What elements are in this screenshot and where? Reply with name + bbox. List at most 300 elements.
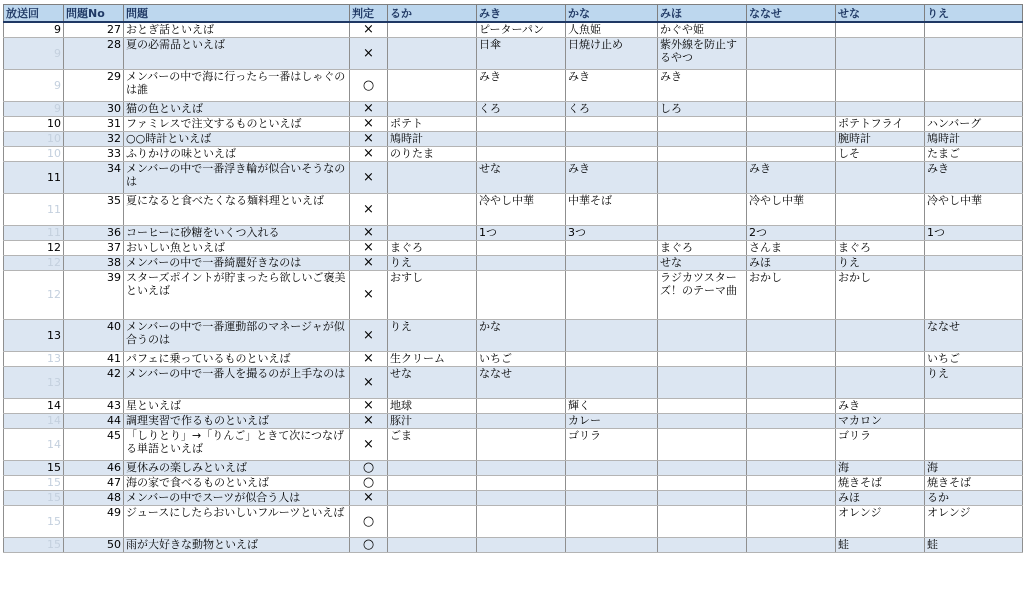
header-question[interactable]: 問題 <box>124 5 350 23</box>
cell-answer-miho[interactable]: みき <box>658 69 747 101</box>
quiz-results-table <box>3 4 1023 553</box>
cell-answer-rie[interactable] <box>925 69 1023 101</box>
cell-answer-ruka[interactable] <box>388 225 477 240</box>
cell-answer-nanase[interactable] <box>747 319 836 351</box>
cell-answer-miho[interactable] <box>658 319 747 351</box>
cell-answer-sena[interactable]: みほ <box>836 490 925 505</box>
cell-answer-sena[interactable]: おかし <box>836 270 925 319</box>
cell-question-no[interactable]: 50 <box>64 537 124 552</box>
cell-answer-rie[interactable]: 1つ <box>925 225 1023 240</box>
cell-answer-miho[interactable]: しろ <box>658 101 747 116</box>
cell-episode[interactable]: 11 <box>4 225 64 240</box>
cell-answer-sena[interactable] <box>836 351 925 366</box>
cell-answer-miho[interactable] <box>658 161 747 193</box>
cell-judgement[interactable]: × <box>350 161 388 193</box>
cell-answer-ruka[interactable]: りえ <box>388 319 477 351</box>
cell-question[interactable]: 「しりとり」→「りんご」ときて次につなげる単語といえば <box>124 428 350 460</box>
cell-answer-rie[interactable] <box>925 255 1023 270</box>
cell-answer-rie[interactable]: みき <box>925 161 1023 193</box>
cell-answer-nanase[interactable]: みほ <box>747 255 836 270</box>
cell-answer-nanase[interactable] <box>747 101 836 116</box>
cell-judgement[interactable]: × <box>350 116 388 131</box>
cell-question-no[interactable]: 39 <box>64 270 124 319</box>
cell-answer-miki[interactable]: 日傘 <box>477 37 566 69</box>
cell-answer-sena[interactable] <box>836 69 925 101</box>
cell-answer-miho[interactable] <box>658 398 747 413</box>
cell-answer-miho[interactable]: まぐろ <box>658 240 747 255</box>
table-row <box>4 351 1023 366</box>
cell-question-no[interactable]: 36 <box>64 225 124 240</box>
cell-answer-sena[interactable] <box>836 22 925 37</box>
table-row <box>4 161 1023 193</box>
table-row <box>4 240 1023 255</box>
cell-question[interactable]: ファミレスで注文するものといえば <box>124 116 350 131</box>
cell-answer-miho[interactable] <box>658 225 747 240</box>
cell-answer-kana[interactable]: 日焼け止め <box>566 37 658 69</box>
table-row <box>4 505 1023 537</box>
cell-answer-kana[interactable]: 3つ <box>566 225 658 240</box>
cell-answer-sena[interactable] <box>836 161 925 193</box>
cell-answer-miki[interactable] <box>477 460 566 475</box>
cell-answer-rie[interactable]: るか <box>925 490 1023 505</box>
cell-answer-sena[interactable]: りえ <box>836 255 925 270</box>
header-member-miho[interactable]: みほ <box>658 5 747 23</box>
table-row <box>4 146 1023 161</box>
cell-answer-miho[interactable] <box>658 146 747 161</box>
cell-answer-kana[interactable]: ゴリラ <box>566 428 658 460</box>
cell-question[interactable]: スターズポイントが貯まったら欲しいご褒美といえば <box>124 270 350 319</box>
table-body <box>4 22 1023 552</box>
cell-answer-miho[interactable] <box>658 537 747 552</box>
table-row <box>4 69 1023 101</box>
cell-episode[interactable]: 15 <box>4 537 64 552</box>
cell-question-no[interactable]: 41 <box>64 351 124 366</box>
cell-question[interactable]: 夏になると食べたくなる麺料理といえば <box>124 193 350 225</box>
cell-answer-sena[interactable]: しそ <box>836 146 925 161</box>
cell-question-no[interactable]: 44 <box>64 413 124 428</box>
cell-answer-miho[interactable]: 紫外線を防止するやつ <box>658 37 747 69</box>
cell-answer-kana[interactable] <box>566 255 658 270</box>
cell-question[interactable]: パフェに乗っているものといえば <box>124 351 350 366</box>
table-row <box>4 116 1023 131</box>
table-row <box>4 255 1023 270</box>
cell-question-no[interactable]: 30 <box>64 101 124 116</box>
cell-answer-rie[interactable]: 鳩時計 <box>925 131 1023 146</box>
cell-answer-sena[interactable] <box>836 37 925 69</box>
cell-answer-rie[interactable]: 冷やし中華 <box>925 193 1023 225</box>
cell-answer-nanase[interactable] <box>747 131 836 146</box>
cell-answer-sena[interactable]: まぐろ <box>836 240 925 255</box>
cell-answer-kana[interactable]: 人魚姫 <box>566 22 658 37</box>
cell-answer-rie[interactable] <box>925 398 1023 413</box>
table-row <box>4 428 1023 460</box>
cell-episode[interactable]: 14 <box>4 428 64 460</box>
cell-answer-miho[interactable]: せな <box>658 255 747 270</box>
cell-answer-sena[interactable]: 腕時計 <box>836 131 925 146</box>
cell-judgement[interactable]: × <box>350 37 388 69</box>
cell-answer-nanase[interactable] <box>747 366 836 398</box>
cell-judgement[interactable]: × <box>350 146 388 161</box>
cell-question-no[interactable]: 33 <box>64 146 124 161</box>
cell-episode[interactable]: 13 <box>4 319 64 351</box>
cell-answer-sena[interactable]: オレンジ <box>836 505 925 537</box>
cell-answer-rie[interactable] <box>925 413 1023 428</box>
table-row <box>4 101 1023 116</box>
header-member-sena[interactable]: せな <box>836 5 925 23</box>
cell-episode[interactable]: 9 <box>4 37 64 69</box>
cell-judgement[interactable]: × <box>350 351 388 366</box>
cell-question[interactable]: 雨が大好きな動物といえば <box>124 537 350 552</box>
cell-answer-ruka[interactable]: せな <box>388 366 477 398</box>
cell-answer-nanase[interactable]: おかし <box>747 270 836 319</box>
cell-episode[interactable]: 10 <box>4 146 64 161</box>
cell-judgement[interactable]: × <box>350 22 388 37</box>
cell-judgement[interactable]: × <box>350 101 388 116</box>
cell-question-no[interactable]: 29 <box>64 69 124 101</box>
cell-question[interactable]: メンバーの中で一番運動部のマネージャが似合うのは <box>124 319 350 351</box>
cell-answer-ruka[interactable]: おすし <box>388 270 477 319</box>
cell-judgement[interactable]: ○ <box>350 505 388 537</box>
cell-answer-rie[interactable]: 蛙 <box>925 537 1023 552</box>
cell-answer-ruka[interactable] <box>388 537 477 552</box>
cell-answer-miki[interactable] <box>477 116 566 131</box>
cell-answer-miki[interactable] <box>477 505 566 537</box>
cell-answer-kana[interactable] <box>566 146 658 161</box>
cell-judgement[interactable]: × <box>350 319 388 351</box>
cell-answer-kana[interactable] <box>566 475 658 490</box>
cell-answer-sena[interactable] <box>836 225 925 240</box>
cell-judgement[interactable]: ○ <box>350 475 388 490</box>
cell-answer-kana[interactable]: みき <box>566 161 658 193</box>
cell-episode[interactable]: 15 <box>4 505 64 537</box>
header-row <box>4 5 1023 23</box>
cell-answer-kana[interactable] <box>566 351 658 366</box>
header-judgement[interactable]: 判定 <box>350 5 388 23</box>
cell-answer-miki[interactable] <box>477 490 566 505</box>
cell-question[interactable]: 星といえば <box>124 398 350 413</box>
cell-judgement[interactable]: × <box>350 225 388 240</box>
cell-answer-ruka[interactable] <box>388 69 477 101</box>
cell-episode[interactable]: 14 <box>4 413 64 428</box>
cell-answer-miki[interactable]: くろ <box>477 101 566 116</box>
cell-answer-nanase[interactable]: 2つ <box>747 225 836 240</box>
table-row <box>4 270 1023 319</box>
header-member-nanase[interactable]: ななせ <box>747 5 836 23</box>
cell-answer-miho[interactable] <box>658 116 747 131</box>
cell-answer-rie[interactable]: 海 <box>925 460 1023 475</box>
table-row <box>4 319 1023 351</box>
cell-episode[interactable]: 15 <box>4 460 64 475</box>
cell-question[interactable]: メンバーの中で一番人を撮るのが上手なのは <box>124 366 350 398</box>
cell-episode[interactable]: 12 <box>4 270 64 319</box>
cell-question[interactable]: おいしい魚といえば <box>124 240 350 255</box>
cell-episode[interactable]: 14 <box>4 398 64 413</box>
cell-answer-miki[interactable]: 冷やし中華 <box>477 193 566 225</box>
cell-answer-rie[interactable]: 焼きそば <box>925 475 1023 490</box>
cell-episode[interactable]: 12 <box>4 240 64 255</box>
cell-answer-ruka[interactable] <box>388 490 477 505</box>
cell-question[interactable]: ○○時計といえば <box>124 131 350 146</box>
cell-answer-kana[interactable] <box>566 131 658 146</box>
cell-judgement[interactable]: ○ <box>350 460 388 475</box>
header-member-miki[interactable]: みき <box>477 5 566 23</box>
cell-answer-rie[interactable] <box>925 270 1023 319</box>
cell-episode[interactable]: 12 <box>4 255 64 270</box>
cell-answer-sena[interactable] <box>836 101 925 116</box>
cell-answer-miho[interactable] <box>658 413 747 428</box>
cell-question[interactable]: メンバーの中で一番浮き輪が似合いそうなのは <box>124 161 350 193</box>
cell-answer-kana[interactable]: くろ <box>566 101 658 116</box>
cell-answer-ruka[interactable]: 生クリーム <box>388 351 477 366</box>
table-row <box>4 475 1023 490</box>
cell-answer-nanase[interactable]: みき <box>747 161 836 193</box>
cell-answer-miho[interactable] <box>658 428 747 460</box>
cell-judgement[interactable]: × <box>350 255 388 270</box>
cell-judgement[interactable]: × <box>350 366 388 398</box>
cell-episode[interactable]: 13 <box>4 366 64 398</box>
cell-answer-miho[interactable] <box>658 475 747 490</box>
table-row <box>4 366 1023 398</box>
cell-question[interactable]: 夏の必需品といえば <box>124 37 350 69</box>
cell-question-no[interactable]: 38 <box>64 255 124 270</box>
table-row <box>4 413 1023 428</box>
cell-answer-kana[interactable] <box>566 537 658 552</box>
cell-answer-rie[interactable] <box>925 37 1023 69</box>
cell-answer-miki[interactable]: みき <box>477 69 566 101</box>
cell-answer-miki[interactable] <box>477 537 566 552</box>
cell-judgement[interactable]: × <box>350 270 388 319</box>
cell-answer-sena[interactable]: ゴリラ <box>836 428 925 460</box>
cell-answer-miki[interactable]: ななせ <box>477 366 566 398</box>
cell-answer-miki[interactable] <box>477 146 566 161</box>
cell-answer-miki[interactable]: せな <box>477 161 566 193</box>
cell-answer-rie[interactable]: ハンバーグ <box>925 116 1023 131</box>
cell-answer-ruka[interactable] <box>388 161 477 193</box>
cell-episode[interactable]: 13 <box>4 351 64 366</box>
cell-judgement[interactable]: ○ <box>350 537 388 552</box>
cell-answer-miki[interactable] <box>477 413 566 428</box>
cell-answer-miho[interactable]: ラジカツスターズ！のテーマ曲 <box>658 270 747 319</box>
cell-question[interactable]: メンバーの中で一番綺麗好きなのは <box>124 255 350 270</box>
cell-answer-sena[interactable]: 焼きそば <box>836 475 925 490</box>
cell-answer-nanase[interactable] <box>747 475 836 490</box>
cell-judgement[interactable]: × <box>350 240 388 255</box>
cell-answer-sena[interactable]: マカロン <box>836 413 925 428</box>
cell-answer-ruka[interactable] <box>388 22 477 37</box>
cell-answer-nanase[interactable]: 冷やし中華 <box>747 193 836 225</box>
cell-answer-nanase[interactable] <box>747 490 836 505</box>
header-question-no[interactable]: 問題No <box>64 5 124 23</box>
cell-answer-miki[interactable] <box>477 131 566 146</box>
cell-answer-nanase[interactable] <box>747 413 836 428</box>
cell-answer-miki[interactable] <box>477 398 566 413</box>
cell-question-no[interactable]: 47 <box>64 475 124 490</box>
cell-answer-miho[interactable] <box>658 193 747 225</box>
cell-answer-rie[interactable] <box>925 428 1023 460</box>
header-member-kana[interactable]: かな <box>566 5 658 23</box>
cell-answer-ruka[interactable]: 豚汁 <box>388 413 477 428</box>
cell-question[interactable]: コーヒーに砂糖をいくつ入れる <box>124 225 350 240</box>
cell-question[interactable]: 調理実習で作るものといえば <box>124 413 350 428</box>
cell-answer-nanase[interactable]: さんま <box>747 240 836 255</box>
table-row <box>4 193 1023 225</box>
cell-judgement[interactable]: × <box>350 490 388 505</box>
cell-answer-miki[interactable] <box>477 255 566 270</box>
cell-answer-nanase[interactable] <box>747 146 836 161</box>
cell-answer-kana[interactable] <box>566 460 658 475</box>
cell-answer-nanase[interactable] <box>747 505 836 537</box>
cell-answer-ruka[interactable] <box>388 37 477 69</box>
cell-episode[interactable]: 15 <box>4 475 64 490</box>
cell-judgement[interactable]: × <box>350 193 388 225</box>
cell-answer-miki[interactable] <box>477 240 566 255</box>
cell-answer-ruka[interactable]: 鳩時計 <box>388 131 477 146</box>
cell-question[interactable]: おとぎ話といえば <box>124 22 350 37</box>
cell-answer-miki[interactable] <box>477 428 566 460</box>
cell-question-no[interactable]: 35 <box>64 193 124 225</box>
table-row <box>4 460 1023 475</box>
cell-answer-miho[interactable] <box>658 505 747 537</box>
cell-answer-miki[interactable]: 1つ <box>477 225 566 240</box>
cell-answer-kana[interactable] <box>566 505 658 537</box>
cell-answer-miho[interactable]: かぐや姫 <box>658 22 747 37</box>
cell-answer-nanase[interactable] <box>747 398 836 413</box>
cell-answer-kana[interactable] <box>566 366 658 398</box>
cell-episode[interactable]: 15 <box>4 490 64 505</box>
cell-answer-kana[interactable] <box>566 116 658 131</box>
cell-answer-ruka[interactable]: ポテト <box>388 116 477 131</box>
table-row <box>4 225 1023 240</box>
cell-answer-ruka[interactable]: のりたま <box>388 146 477 161</box>
cell-question-no[interactable]: 32 <box>64 131 124 146</box>
cell-question-no[interactable]: 42 <box>64 366 124 398</box>
cell-answer-nanase[interactable] <box>747 428 836 460</box>
cell-answer-miho[interactable] <box>658 490 747 505</box>
cell-episode[interactable]: 11 <box>4 161 64 193</box>
cell-answer-rie[interactable] <box>925 240 1023 255</box>
header-episode[interactable]: 放送回 <box>4 5 64 23</box>
cell-judgement[interactable]: × <box>350 131 388 146</box>
cell-answer-kana[interactable]: カレー <box>566 413 658 428</box>
header-member-ruka[interactable]: るか <box>388 5 477 23</box>
cell-answer-kana[interactable]: 中華そば <box>566 193 658 225</box>
cell-answer-sena[interactable]: 海 <box>836 460 925 475</box>
cell-answer-sena[interactable]: みき <box>836 398 925 413</box>
table-row <box>4 131 1023 146</box>
cell-answer-ruka[interactable] <box>388 101 477 116</box>
cell-answer-ruka[interactable]: ごま <box>388 428 477 460</box>
cell-judgement[interactable]: × <box>350 413 388 428</box>
cell-answer-nanase[interactable] <box>747 22 836 37</box>
cell-answer-ruka[interactable] <box>388 193 477 225</box>
cell-question-no[interactable]: 43 <box>64 398 124 413</box>
cell-answer-sena[interactable] <box>836 366 925 398</box>
cell-answer-nanase[interactable] <box>747 537 836 552</box>
cell-answer-miho[interactable] <box>658 351 747 366</box>
cell-episode[interactable]: 9 <box>4 101 64 116</box>
cell-answer-kana[interactable]: みき <box>566 69 658 101</box>
table-row <box>4 37 1023 69</box>
cell-answer-ruka[interactable]: 地球 <box>388 398 477 413</box>
cell-answer-nanase[interactable] <box>747 116 836 131</box>
cell-answer-rie[interactable] <box>925 101 1023 116</box>
cell-answer-miki[interactable] <box>477 270 566 319</box>
cell-question[interactable]: メンバーの中で海に行ったら一番はしゃぐのは誰 <box>124 69 350 101</box>
cell-answer-kana[interactable] <box>566 270 658 319</box>
cell-question[interactable]: 海の家で食べるものといえば <box>124 475 350 490</box>
cell-answer-kana[interactable] <box>566 240 658 255</box>
cell-answer-kana[interactable] <box>566 319 658 351</box>
cell-question-no[interactable]: 34 <box>64 161 124 193</box>
cell-question-no[interactable]: 49 <box>64 505 124 537</box>
cell-answer-miki[interactable] <box>477 475 566 490</box>
table-row <box>4 537 1023 552</box>
cell-judgement[interactable]: × <box>350 428 388 460</box>
cell-answer-miho[interactable] <box>658 131 747 146</box>
cell-answer-rie[interactable]: いちご <box>925 351 1023 366</box>
cell-question[interactable]: 夏休みの楽しみといえば <box>124 460 350 475</box>
cell-answer-ruka[interactable] <box>388 460 477 475</box>
cell-question-no[interactable]: 40 <box>64 319 124 351</box>
cell-answer-miki[interactable]: ピーターパン <box>477 22 566 37</box>
cell-answer-nanase[interactable] <box>747 351 836 366</box>
cell-answer-sena[interactable] <box>836 193 925 225</box>
cell-question[interactable]: 猫の色といえば <box>124 101 350 116</box>
cell-answer-nanase[interactable] <box>747 69 836 101</box>
cell-question-no[interactable]: 31 <box>64 116 124 131</box>
cell-answer-rie[interactable]: ななせ <box>925 319 1023 351</box>
cell-episode[interactable]: 9 <box>4 22 64 37</box>
cell-episode[interactable]: 9 <box>4 69 64 101</box>
cell-answer-nanase[interactable] <box>747 37 836 69</box>
cell-answer-ruka[interactable]: まぐろ <box>388 240 477 255</box>
cell-answer-ruka[interactable] <box>388 505 477 537</box>
cell-answer-miho[interactable] <box>658 366 747 398</box>
cell-answer-sena[interactable]: ポテトフライ <box>836 116 925 131</box>
cell-question-no[interactable]: 27 <box>64 22 124 37</box>
cell-judgement[interactable]: × <box>350 398 388 413</box>
cell-answer-rie[interactable]: オレンジ <box>925 505 1023 537</box>
cell-question[interactable]: ジュースにしたらおいしいフルーツといえば <box>124 505 350 537</box>
header-member-rie[interactable]: りえ <box>925 5 1023 23</box>
cell-answer-sena[interactable] <box>836 319 925 351</box>
cell-answer-rie[interactable]: たまご <box>925 146 1023 161</box>
cell-answer-miki[interactable]: いちご <box>477 351 566 366</box>
cell-answer-kana[interactable] <box>566 490 658 505</box>
cell-answer-nanase[interactable] <box>747 460 836 475</box>
cell-answer-kana[interactable]: 輝く <box>566 398 658 413</box>
cell-episode[interactable]: 10 <box>4 131 64 146</box>
cell-answer-ruka[interactable] <box>388 475 477 490</box>
cell-question-no[interactable]: 46 <box>64 460 124 475</box>
cell-question-no[interactable]: 45 <box>64 428 124 460</box>
cell-answer-rie[interactable] <box>925 22 1023 37</box>
cell-answer-ruka[interactable]: りえ <box>388 255 477 270</box>
cell-answer-sena[interactable]: 蛙 <box>836 537 925 552</box>
table-row <box>4 22 1023 37</box>
cell-episode[interactable]: 11 <box>4 193 64 225</box>
cell-question[interactable]: ふりかけの味といえば <box>124 146 350 161</box>
cell-answer-rie[interactable]: りえ <box>925 366 1023 398</box>
cell-answer-miki[interactable]: かな <box>477 319 566 351</box>
cell-episode[interactable]: 10 <box>4 116 64 131</box>
cell-question[interactable]: メンバーの中でスーツが似合う人は <box>124 490 350 505</box>
cell-question-no[interactable]: 28 <box>64 37 124 69</box>
cell-question-no[interactable]: 48 <box>64 490 124 505</box>
cell-question-no[interactable]: 37 <box>64 240 124 255</box>
cell-judgement[interactable]: ○ <box>350 69 388 101</box>
cell-answer-miho[interactable] <box>658 460 747 475</box>
